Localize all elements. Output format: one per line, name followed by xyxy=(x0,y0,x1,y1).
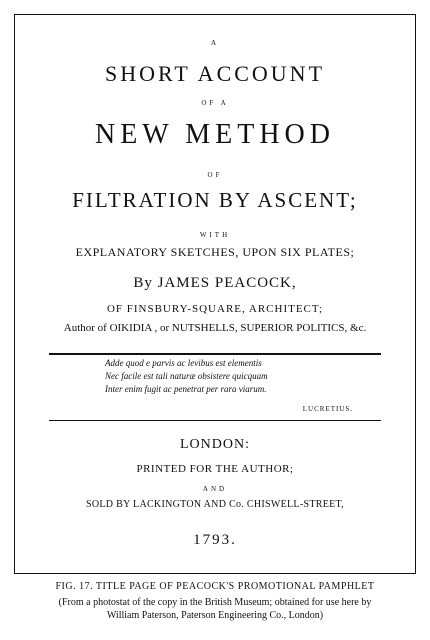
title-page xyxy=(14,14,416,574)
line-filtration: FILTRATION BY ASCENT; xyxy=(72,188,358,212)
motto-line: Inter enim fugit ac penetrat per rara viarum. xyxy=(105,384,267,394)
line-printed: PRINTED FOR THE AUTHOR; xyxy=(136,463,294,475)
line-with: WITH xyxy=(199,231,231,239)
motto-line: Nec facile est tali naturæ obsistere quicquam xyxy=(105,371,268,381)
line-and: AND xyxy=(202,485,228,493)
rule-bottom xyxy=(49,420,381,421)
line-year: 1793. xyxy=(193,532,237,548)
line-a: A xyxy=(210,39,220,47)
line-author: By JAMES PEACOCK, xyxy=(133,275,297,291)
line-new-method: NEW METHOD xyxy=(94,119,335,150)
figure-caption-title: FIG. 17. TITLE PAGE OF PEACOCK'S PROMOTIONAL PAMPHLET xyxy=(55,581,375,592)
figure-caption-source-1: (From a photostat of the copy in the British Museum; obtained for use here by xyxy=(58,597,372,608)
motto-attribution: LUCRETIUS. xyxy=(302,405,353,413)
motto-line: Adde quod e parvis ac levibus est elementis xyxy=(105,358,262,368)
line-of-a: OF A xyxy=(201,99,229,107)
line-london: LONDON: xyxy=(180,437,250,452)
line-address: OF FINSBURY-SQUARE, ARCHITECT; xyxy=(106,303,324,315)
line-sketches: EXPLANATORY SKETCHES, UPON SIX PLATES; xyxy=(75,245,355,259)
line-short-account: SHORT ACCOUNT xyxy=(104,61,326,86)
line-of: OF xyxy=(207,171,223,179)
rule-top xyxy=(49,353,381,355)
line-works: Author of OIKIDIA , or NUTSHELLS, SUPERIOR POLITICS, &c. xyxy=(63,322,367,334)
figure-caption-source-2: William Paterson, Paterson Engineering Co., London) xyxy=(106,610,324,621)
line-sold: SOLD BY LACKINGTON AND Co. CHISWELL-STREET, xyxy=(86,499,344,510)
